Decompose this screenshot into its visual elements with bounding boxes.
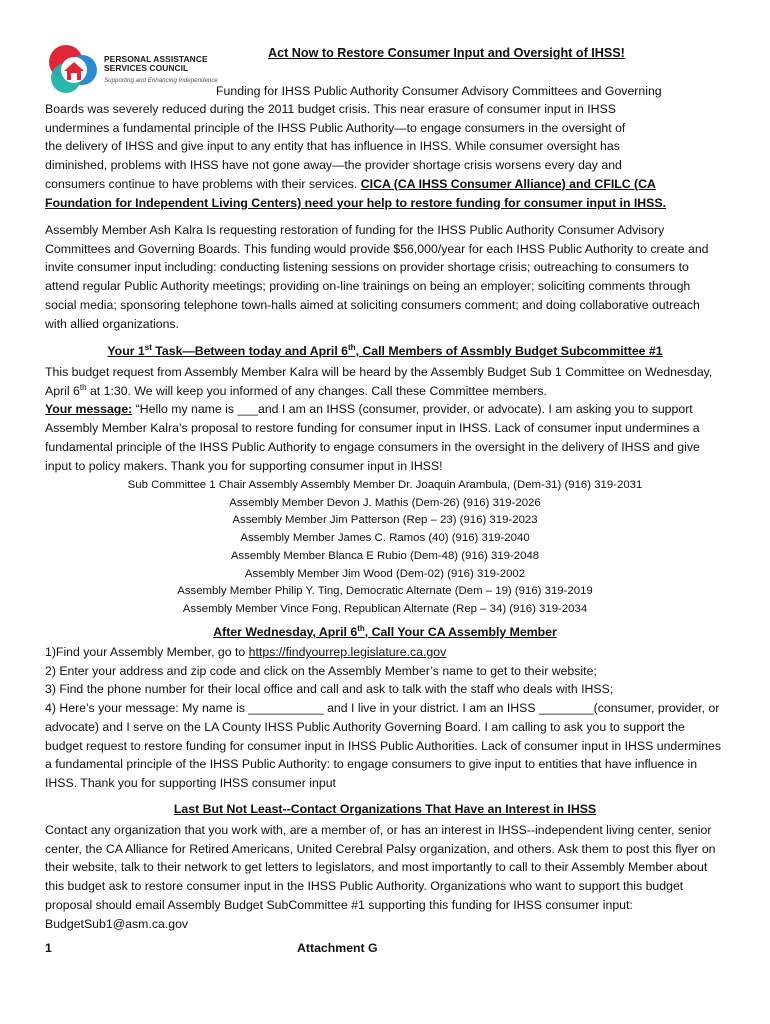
task2-step-4: 4) Here’s your message: My name is ___________ and I live in your district. I am an IHSS ________(consumer, provider, or advocate) and I serve on the LA County IHSS Public Authority Governing Board. I am calling to ask you to support the budget request to restore funding for consumer input in IHSS Public Authorities. Lack of consumer input in IHSS undermines a fundamental principle of the IHSS Public Authority: to engage consumers to give input to entities that have influence in IHSS. Thank you for supporting IHSS consumer input bbox=[45, 701, 722, 790]
task2-heading-b: , Call Your CA Assembly Member bbox=[364, 625, 557, 639]
task1-body bbox=[45, 363, 725, 475]
logo-house-icon bbox=[44, 42, 102, 98]
task1-heading-a: Your 1 bbox=[107, 344, 145, 358]
task2-body bbox=[45, 643, 725, 793]
intro-paragraph bbox=[45, 100, 725, 212]
attachment-label: Attachment G bbox=[297, 941, 378, 955]
kalra-text: Assembly Member Ash Kalra Is requesting restoration of funding for the IHSS Public Authority Consumer Advisory Committees and Governing Boards. This funding would provide $56,000/year for each IHSS Public Authority to create and invite consumer input including: conducting listening sessions on provider shortage crisis; outreaching to consumers to attend regular Public Authority meetings; providing on-line trainings on being an employer; soliciting comments through social media; sponsoring telephone town-halls aimed at soliciting consumers comment; and doing collaborative outreach with allied organizations. bbox=[45, 223, 709, 331]
logo-line2: SERVICES COUNCIL bbox=[104, 63, 189, 74]
task1-body-a: This budget request from Assembly Member Kalra will be heard by the Assembly Budget Sub 1 Committee on Wednesday, April 6 bbox=[45, 365, 713, 398]
kalra-paragraph bbox=[45, 221, 725, 333]
task1-heading-sup: st bbox=[144, 342, 152, 352]
task1-heading-sup2: th bbox=[348, 342, 356, 352]
intro-line-6 bbox=[45, 175, 725, 194]
task1-heading-c: , Call Members of Assmbly Budget Subcommittee #1 bbox=[355, 344, 663, 358]
task1-heading-b: Task—Between today and April 6 bbox=[151, 344, 348, 358]
committee-member: Assembly Member Blanca E Rubio (Dem-48) (916) 319-2048 bbox=[230, 549, 540, 562]
committee-member: Assembly Member Jim Patterson (Rep – 23) (916) 319-2023 bbox=[232, 514, 538, 527]
logo-line1: PERSONAL ASSISTANCE bbox=[104, 54, 208, 64]
page-title: Act Now to Restore Consumer Input and Oversight of IHSS! bbox=[268, 46, 625, 60]
intro-line-5: diminished, problems with IHSS have not gone away—the provider shortage crisis worsens every day and bbox=[45, 158, 622, 173]
task1-message bbox=[45, 400, 725, 475]
task2-step-2: 2) Enter your address and zip code and click on the Assembly Member’s name to get to their website; bbox=[45, 663, 597, 678]
task2-heading-sup: th bbox=[357, 623, 365, 633]
task2-step-1-text: 1)Find your Assembly Member, go to bbox=[45, 645, 249, 659]
page-number: 1 bbox=[45, 941, 52, 955]
task2-heading bbox=[0, 625, 770, 639]
task2-step-1 bbox=[45, 643, 725, 662]
committee-member: Assembly Member Jim Wood (Dem-02) (916) 319-2002 bbox=[244, 567, 526, 580]
last-body-text: Contact any organization that you work with, are a member of, or has an interest in IHSS--independent living center, senior center, the CA Alliance for Retired Americans, United Cerebral Palsy organization, and others. Ask them to post this flyer on their website, talk to their network to get letters to legislators, and most importantly to call to their Assembly Member about this budget ask to restore consumer input in the IHSS Public Authority. Organizations who want to support this budget proposal should email Assembly Budget SubCommittee #1 supporting this funding for IHSS consumer input: BudgetSub1@asm.ca.gov bbox=[45, 823, 716, 931]
last-heading: Last But Not Least--Contact Organizations That Have an Interest in IHSS bbox=[173, 802, 597, 816]
task1-message-text: “Hello my name is ___and I am an IHSS (consumer, provider, or advocate). I am asking you to support Assembly Member Kalra’s proposal to restore funding for consumer input in IHSS. Lack of consumer input undermines a fundamental principle of the IHSS Public Authority to engage consumers in the oversight in the delivery of IHSS and give input to policy makers. Thank you for supporting consumer input in IHSS! bbox=[45, 402, 700, 473]
intro-callout-start: CICA (CA IHSS Consumer Alliance) and CFILC (CA bbox=[360, 176, 656, 191]
logo-tagline: Supporting and Enhancing Independence bbox=[104, 76, 218, 84]
task1-body-b: at 1:30. We will keep you informed of any changes. Call these Committee members. bbox=[86, 383, 547, 398]
task1-heading bbox=[0, 344, 770, 358]
task1-message-label: Your message: bbox=[45, 402, 133, 417]
pasc-logo bbox=[44, 42, 219, 98]
committee-member: Assembly Member Philip Y. Ting, Democratic Alternate (Dem – 19) (916) 319-2019 bbox=[177, 585, 593, 598]
findyourrep-link[interactable]: https://findyourrep.legislature.ca.gov bbox=[248, 645, 447, 659]
committee-member: Assembly Member James C. Ramos (40) (916) 319-2040 bbox=[240, 532, 530, 545]
intro-line-3: undermines a fundamental principle of the IHSS Public Authority—to engage consumers in the oversight of bbox=[45, 120, 626, 135]
intro-line-6-text: consumers continue to have problems with their services. bbox=[45, 176, 361, 191]
task2-step-3: 3) Find the phone number for their local office and call and ask to talk with the staff who deals with IHSS; bbox=[45, 682, 614, 697]
task1-intro bbox=[45, 363, 725, 400]
task1-body-sup: th bbox=[79, 382, 87, 392]
intro-line-4: the delivery of IHSS and give input to any entity that has influence in IHSS. While consumer oversight has bbox=[45, 139, 620, 154]
intro-line-1: Funding for IHSS Public Authority Consumer Advisory Committees and Governing bbox=[216, 84, 662, 98]
task2-heading-a: After Wednesday, April 6 bbox=[213, 625, 358, 639]
committee-member: Sub Committee 1 Chair Assembly Assembly Member Dr. Joaquin Arambula, (Dem-31) (916) 319-2031 bbox=[127, 479, 643, 491]
logo-wordmark bbox=[104, 55, 218, 85]
intro-callout-end: Foundation for Independent Living Centers) need your help to restore funding for consumer input in IHSS. bbox=[45, 195, 667, 210]
committee-member: Assembly Member Devon J. Mathis (Dem-26) (916) 319-2026 bbox=[229, 496, 541, 509]
last-body bbox=[45, 821, 725, 933]
committee-members-list bbox=[0, 477, 770, 619]
intro-line-2: Boards was severely reduced during the 2011 budget crisis. This near erasure of consumer input in IHSS bbox=[45, 102, 616, 116]
committee-member: Assembly Member Vince Fong, Republican Alternate (Rep – 34) (916) 319-2034 bbox=[182, 602, 588, 615]
